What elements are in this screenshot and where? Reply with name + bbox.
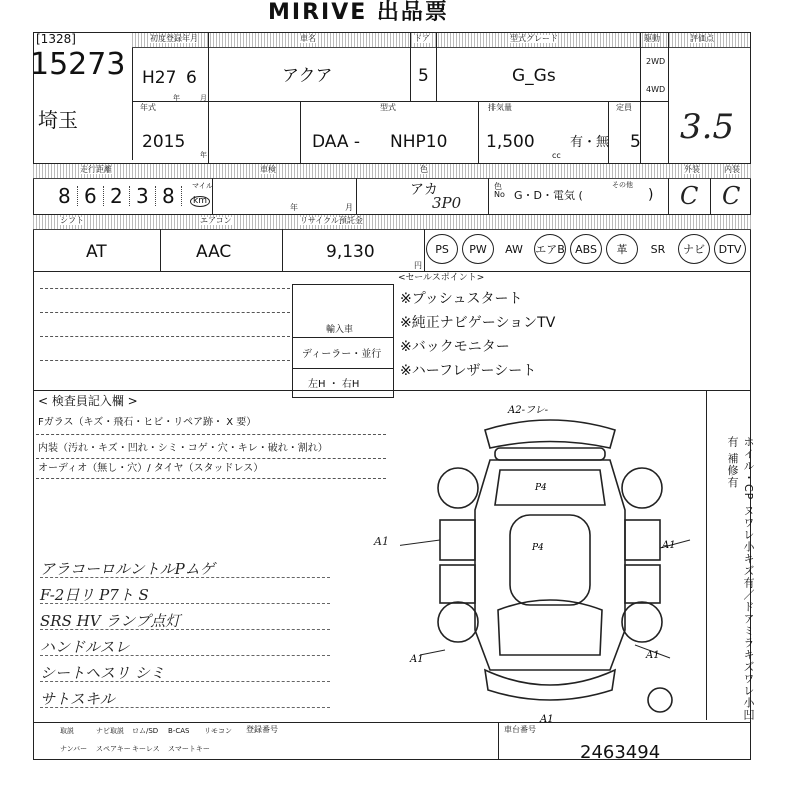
mileage-digit: 3 [130,186,156,206]
label-reg-no: 登録番号 [246,725,278,734]
car-diagram [400,400,700,730]
sales-point-item: ※純正ナビゲーションTV [400,315,556,331]
model-prefix: DAA - [312,132,361,152]
drive-4wd: 4WD [646,85,666,94]
label-grade: 型式グレード [510,34,558,43]
equipment-0: PS [426,234,458,264]
lot-bracket: [1328] [36,32,76,46]
label-sales-point: <セールスポイント> [398,273,485,283]
label-transmission: シフト [60,216,84,225]
lot-region: 埼玉 [38,108,78,132]
feature-cell: キーレス [132,745,160,753]
diag-a1-bottom: A1 [540,714,554,725]
ari-nashi: 有・無 [570,135,610,150]
aircon-value: AAC [196,242,232,262]
equipment-2: AW [505,242,523,256]
diag-top-note: A2-フレ- [508,405,548,416]
equipment-1: PW [462,234,494,264]
capacity-value: 5 [630,132,641,152]
diag-a1-right: A1 [662,540,676,551]
feature-cell: ナンバー [60,745,88,753]
score-value: 3.5 [680,107,735,147]
mileage-digit: 8 [156,186,182,206]
feature-cell: スペアキー [96,745,131,753]
mileage-unit-km: km [190,196,210,207]
sales-point-item: ※バックモニター [400,339,510,355]
car-name: アクア [282,66,333,86]
feature-cell: ロム/SD [132,727,159,735]
inspector-note: F-2日リ P7ト S [40,588,330,604]
steering-option: 左H ・ 右H [308,379,360,390]
equipment-4: ABS [570,234,602,264]
inspector-note: アラコーロルントルPムゲ [40,562,330,578]
mileage-unit-mile: マイル [192,182,213,190]
diag-a1-left: A1 [374,535,389,548]
label-exterior: 外装 [684,165,700,174]
sales-point-item: ※プッシュスタート [400,291,523,307]
label-aircon: エアコン [200,216,232,225]
door-count: 5 [418,66,429,86]
color-code: 3P0 [432,194,462,212]
label-interior: 内装 [724,165,740,174]
label-name: 車名 [300,34,316,43]
inspector-note: サトスキル [40,692,330,708]
inspector-line3: オーディオ（無し・穴）/ タイヤ（スタッドレス） [38,463,264,474]
first-reg-month: 6 [186,68,197,88]
equipment-7: ナビ [678,234,710,264]
inspector-note: ハンドルスレ [40,640,330,656]
chassis-number: 2463494 [580,742,661,763]
mileage-digit: 6 [78,186,104,206]
label-color-no: 色No [494,182,505,199]
label-mileage: 走行距離 [80,165,112,174]
feature-cell: B-CAS [168,727,190,735]
form-title: MIRIVE 出品票 [268,0,449,25]
side-notes: ホイル・CP ヌワレ小キズ有／ドアミラキズワレ小凹有 補修有 [726,436,755,721]
inspection-month-label: 月 [345,203,353,212]
model-year: 2015 [142,132,186,152]
label-score: 評価点 [690,34,714,43]
recycle-value: 9,130 [326,242,375,262]
label-first-reg: 初度登録年月 [150,34,198,43]
diag-p4-top: P4 [535,483,547,493]
inspector-note: SRS HV ランプ点灯 [40,614,330,630]
label-color: 色 [420,165,428,174]
first-reg-era: H27 [142,68,177,88]
feature-cell: リモコン [204,727,232,735]
feature-cell: 取説 [60,727,74,735]
equipment-list [426,234,750,266]
label-inspection: 車検 [260,165,276,174]
lot-number: 15273 [30,47,126,82]
sales-point-item: ※ハーフレザーシート [400,363,537,379]
diag-a1-br: A1 [646,650,660,661]
feature-cell: スマートキー [168,745,210,753]
model-year-nen: 年 [200,151,207,159]
inspection-year-label: 年 [290,203,298,212]
feature-cell: ナビ取説 [96,727,124,735]
fuel-label: G・D・電気 ( [514,189,583,202]
first-reg-year-label: 年 [173,94,180,102]
label-model-code: 型式 [380,103,396,112]
mileage-digit: 2 [104,186,130,206]
drive-2wd: 2WD [646,57,666,66]
cc-unit: cc [552,151,561,160]
label-door: ドア [414,34,430,43]
diag-p4-mid: P4 [532,543,544,553]
diag-a1-bl: A1 [410,654,424,665]
first-reg-month-label: 月 [200,94,207,102]
label-recycle: リサイクル預託金 [300,216,363,225]
exterior-grade: C [680,182,699,210]
label-model-year: 年式 [140,103,156,112]
inspector-title: < 検査員記入欄 > [38,394,138,408]
mileage-digit: 8 [52,186,78,206]
fuel-other: その他 [612,181,633,189]
equipment-8: DTV [714,234,746,264]
model-code: NHP10 [390,132,448,152]
color-value: アカ [410,182,438,198]
inspector-note: シートヘスリ シミ [40,666,330,682]
label-capacity: 定員 [616,103,632,112]
grade-value: G_Gs [512,66,556,86]
dealer-option: ディーラー・並行 [302,349,382,360]
equipment-3: エアB [534,234,566,264]
label-drive: 駆動 [644,34,660,43]
import-title: 輸入車 [326,325,354,335]
equipment-5: 革 [606,234,638,264]
label-displacement: 排気量 [488,103,512,112]
label-chassis-no: 車台番号 [504,725,536,734]
inspector-line1: Fガラス（キズ・飛石・ヒビ・リペア跡・ X 要） [38,417,257,428]
equipment-6: SR [650,242,666,256]
interior-grade: C [722,182,741,210]
transmission-value: AT [86,242,107,262]
recycle-yen: 円 [414,261,422,270]
displacement-value: 1,500 [486,132,535,152]
inspector-line2: 内装（汚れ・キズ・凹れ・シミ・コゲ・穴・キレ・破れ・割れ） [38,443,328,454]
